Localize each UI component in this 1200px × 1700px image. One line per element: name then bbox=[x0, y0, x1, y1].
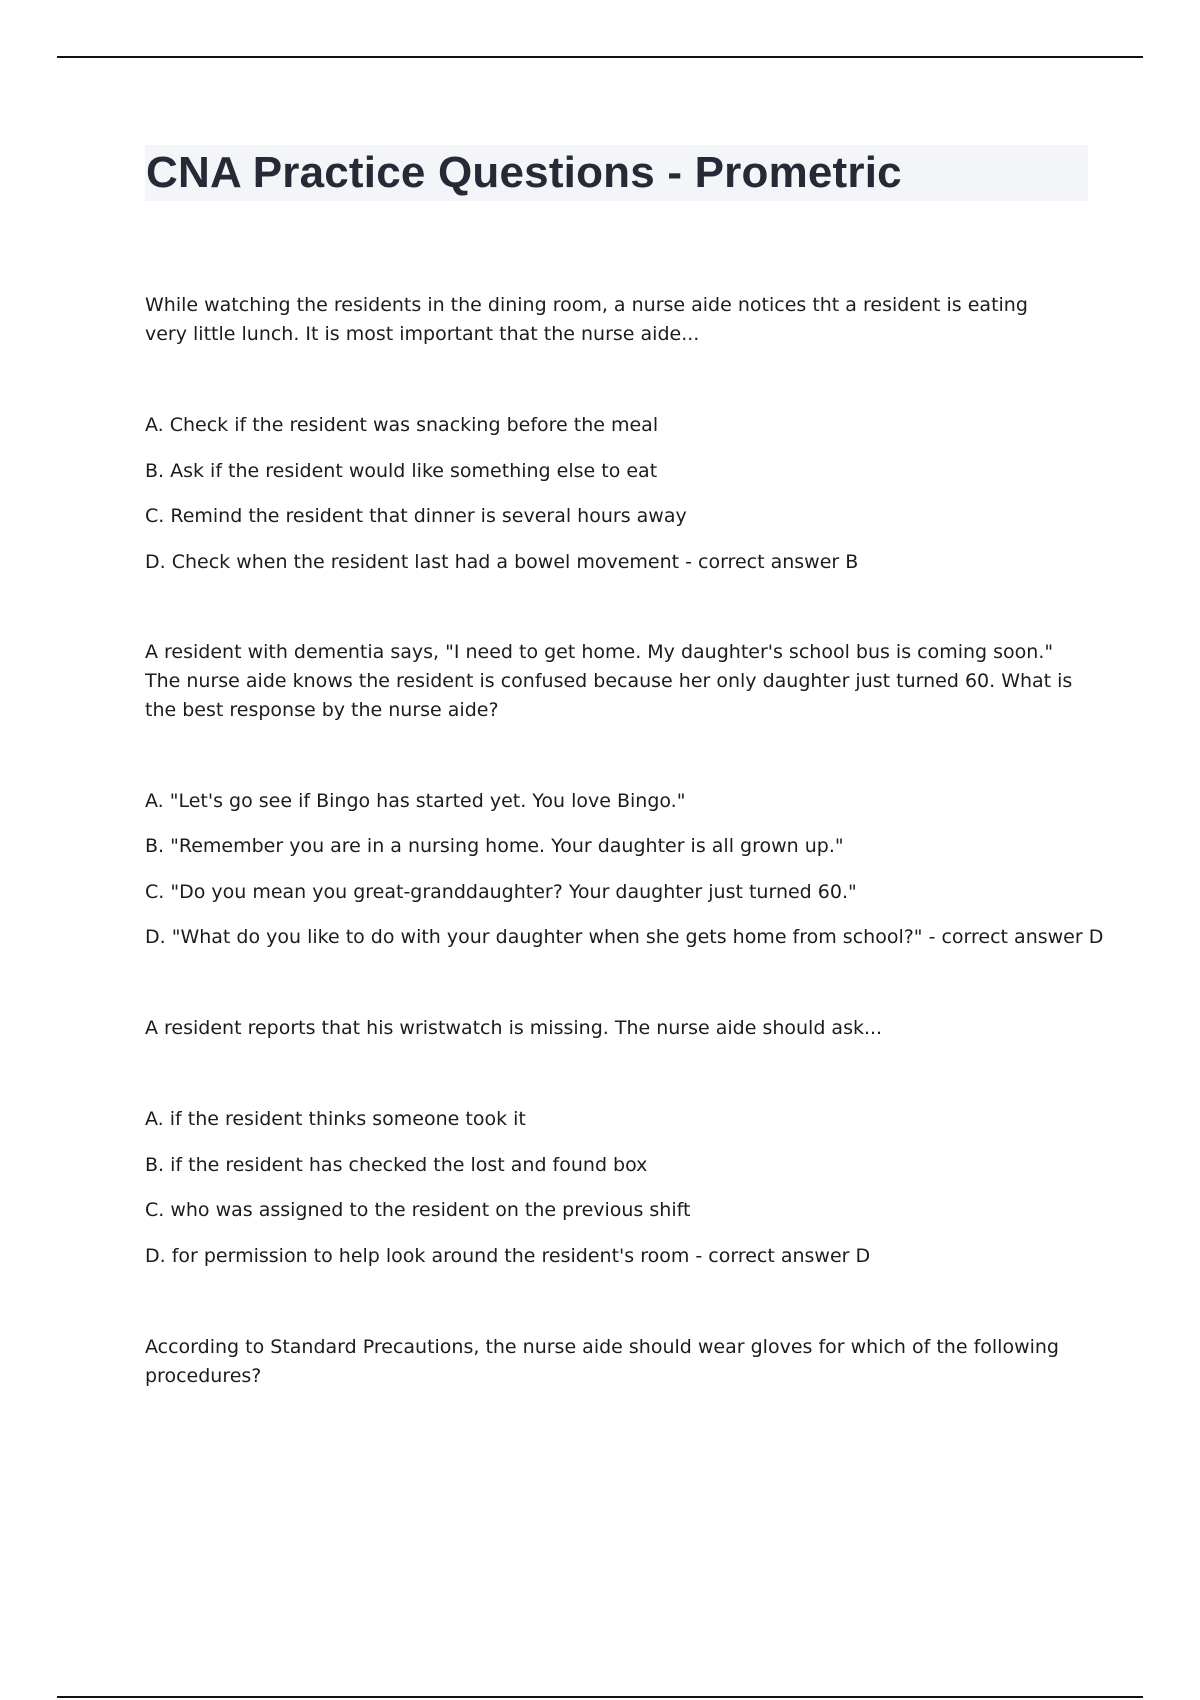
document-title: CNA Practice Questions - Prometric bbox=[146, 148, 902, 197]
question-2-option-d: D. "What do you like to do with your daughter when she gets home from school?" - correct answer D bbox=[145, 926, 1104, 948]
question-1-option-b: B. Ask if the resident would like something else to eat bbox=[145, 460, 658, 482]
question-1-option-c: C. Remind the resident that dinner is several hours away bbox=[145, 505, 687, 527]
question-3-option-a: A. if the resident thinks someone took it bbox=[145, 1108, 526, 1130]
question-1-option-a: A. Check if the resident was snacking before the meal bbox=[145, 414, 659, 436]
question-2-option-b: B. "Remember you are in a nursing home. Your daughter is all grown up." bbox=[145, 835, 844, 857]
question-3-option-d: D. for permission to help look around the resident's room - correct answer D bbox=[145, 1245, 871, 1267]
question-2-option-c: C. "Do you mean you great-granddaughter? Your daughter just turned 60." bbox=[145, 881, 857, 903]
question-1-prompt: While watching the residents in the dining room, a nurse aide notices tht a resident is eating very little lunch. It is most important that the nurse aide... bbox=[145, 294, 1028, 345]
question-2-prompt: A resident with dementia says, "I need to get home. My daughter's school bus is coming soon." The nurse aide knows the resident is confused because her only daughter just turned 60. What is the best response by the nurse aide? bbox=[145, 641, 1073, 721]
question-3-option-c: C. who was assigned to the resident on the previous shift bbox=[145, 1199, 691, 1221]
question-2-option-a: A. "Let's go see if Bingo has started yet. You love Bingo." bbox=[145, 790, 686, 812]
question-4-prompt: According to Standard Precautions, the nurse aide should wear gloves for which of the following procedures? bbox=[145, 1336, 1059, 1387]
question-1-option-d: D. Check when the resident last had a bowel movement - correct answer B bbox=[145, 551, 859, 573]
question-3-prompt: A resident reports that his wristwatch is missing. The nurse aide should ask... bbox=[145, 1017, 883, 1039]
question-3-option-b: B. if the resident has checked the lost and found box bbox=[145, 1154, 648, 1176]
bottom-rule bbox=[57, 1696, 1143, 1698]
top-rule bbox=[57, 56, 1143, 58]
